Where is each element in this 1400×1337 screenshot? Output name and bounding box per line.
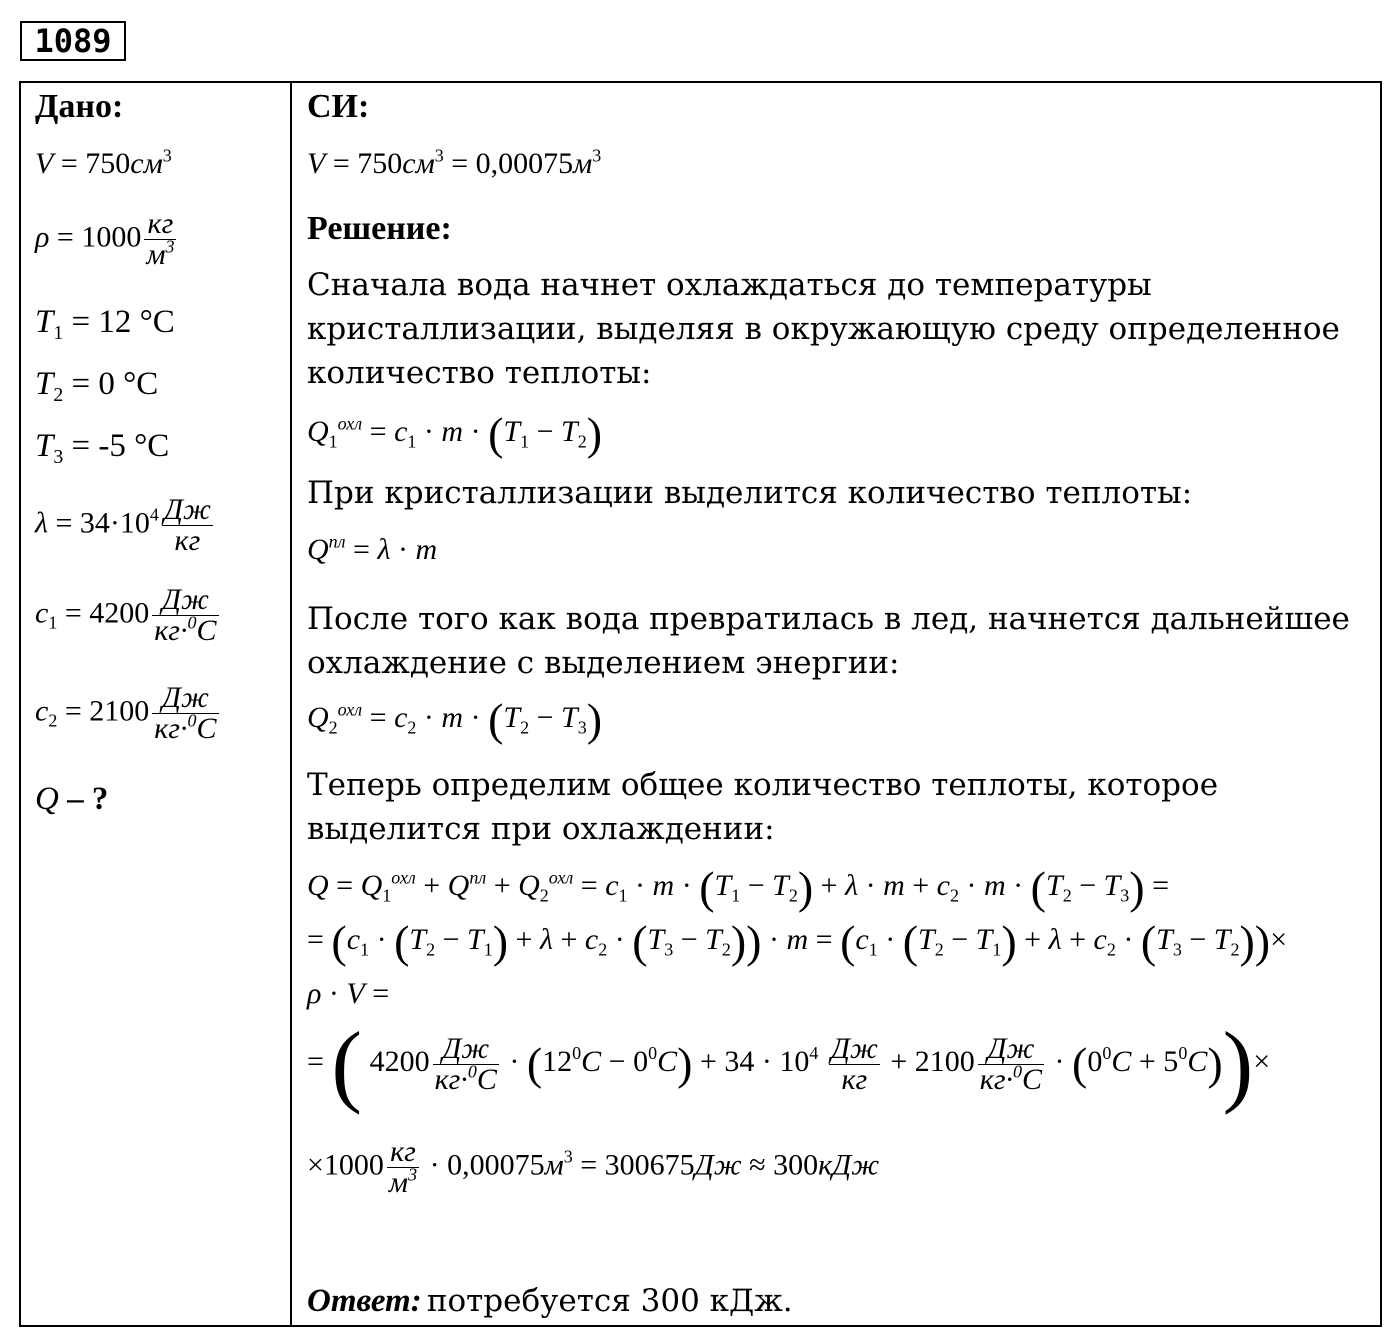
answer-text: потребуется 300 кДж. bbox=[426, 1283, 793, 1319]
formula-total-line-2: = $(c_1 \cdot (T_2 - T_1) + \lambda + c_2 \cdot (T_3 - T_2)) \cdot m = (c_1 \cdot (T_2 - T_1) + \lambda + c_2 \cdot (T_3 - T_2))\times$ bbox=[307, 916, 1288, 968]
solution-table bbox=[19, 81, 1382, 1327]
solution-heading: Решение: bbox=[307, 210, 452, 247]
formula-total-line-3: ρ · V = bbox=[307, 977, 390, 1010]
problem-number: 1089 bbox=[20, 21, 126, 61]
solution-paragraph-1: Сначала вода начнет охлаждаться до температуры кристаллизации, выделяя в окружающую среду определенное количество теплоты: bbox=[307, 267, 1340, 391]
si-conversion: $V = 750см^3 = 0,00075м^3$ bbox=[307, 145, 602, 180]
solution-paragraph-4: Теперь определим общее количество теплоты, которое выделится при охлаждении: bbox=[307, 767, 1219, 847]
given-t3: $T_3 = -5$ °C bbox=[35, 428, 170, 468]
formula-total-line-5: ×1000 кг $м^3$ · $0,00075м^3 = 300675Дж \approx 300кДж$ bbox=[307, 1135, 880, 1199]
given-lambda: $\lambda = 34\cdot 10^4$ Дж кг bbox=[35, 493, 211, 557]
si-heading: СИ: bbox=[307, 88, 370, 125]
answer-label: Ответ: bbox=[307, 1283, 422, 1319]
given-t1: $T_1 = 12$ °C bbox=[35, 304, 175, 344]
given-c2: $c_2 = 2100$ Дж кг·$^0$C bbox=[35, 681, 217, 745]
column-divider bbox=[290, 83, 292, 1325]
formula-total-line-4: = ( 4200 Дж кг·$^0$C · $(12^0C - 0^0C) + 34 \cdot 10^4$ Дж кг + 2100 Дж кг·$^0$C · $(0^0C + 5^0C))\times$ bbox=[307, 1013, 1271, 1115]
formula-cooling-ice: $Q_2^{охл} = c_2 \cdot m \cdot (T_2 - T_3)$ bbox=[307, 694, 603, 746]
formula-cooling-water: $Q_1^{охл} = c_1 \cdot m \cdot (T_1 - T_2)$ bbox=[307, 408, 603, 460]
formula-total-line-1: $Q = Q_1^{охл} + Q^{пл} + Q_2^{охл} = c_1 \cdot m \cdot (T_1 - T_2) + \lambda \cdot m + c_2 \cdot m \cdot (T_2 - T_3)$ = bbox=[307, 862, 1170, 914]
given-t2: $T_2 = 0$ °C bbox=[35, 366, 159, 406]
given-density: ρ = 1000 кг $м^3$ bbox=[35, 207, 175, 271]
given-unknown: Q – ? bbox=[35, 781, 109, 817]
given-heading: Дано: bbox=[35, 88, 124, 125]
solution-paragraph-3: После того как вода превратилась в лед, начнется дальнейшее охлаждение с выделением энергии: bbox=[307, 601, 1350, 681]
solution-paragraph-2: При кристаллизации выделится количество теплоты: bbox=[307, 475, 1193, 511]
given-c1: $c_1 = 4200$ Дж кг·$^0$C bbox=[35, 583, 217, 647]
formula-crystallization: $Q^{пл} = \lambda \cdot m$ bbox=[307, 531, 438, 566]
answer bbox=[307, 1279, 1372, 1328]
given-volume: $V = 750см^3$ bbox=[35, 145, 172, 180]
